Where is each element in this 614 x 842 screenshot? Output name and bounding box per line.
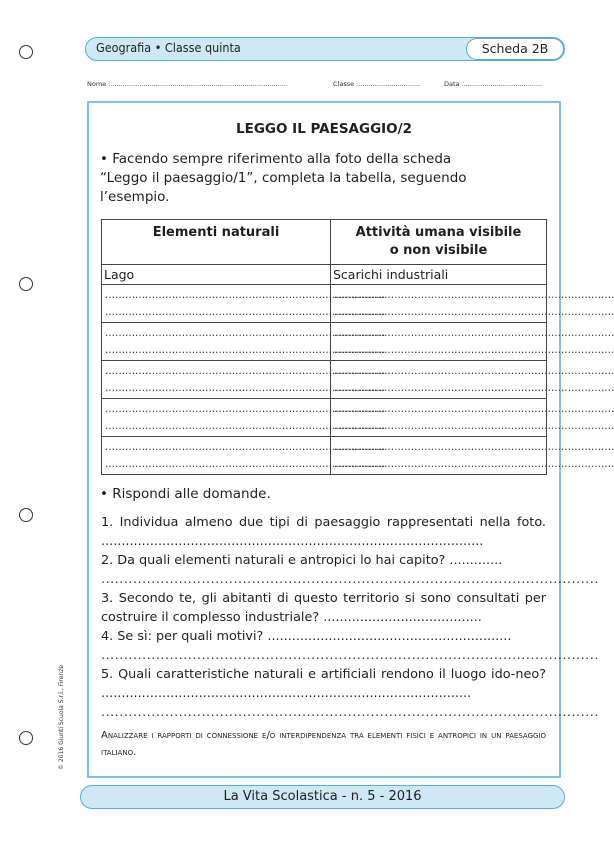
- student-info-row: [87, 80, 561, 90]
- punch-hole: [19, 277, 33, 291]
- table-cell-blank[interactable]: .................................................................................... ....................................................................................: [331, 361, 547, 399]
- punch-hole: [19, 731, 33, 745]
- table-cell-blank[interactable]: .................................................................................... ....................................................................................: [102, 323, 331, 361]
- answer-line[interactable]: .............................................................................................................: [101, 572, 599, 587]
- name-field[interactable]: Nome .......................................................................................: [87, 80, 288, 88]
- question-4: 4. Se sì: per quali motivi? ............................................................: [101, 629, 512, 644]
- learning-objective: Analizzare i rapporti di connessione e/o interdipendenza tra elementi fisici e antropici in un paesaggio italiano.: [101, 730, 546, 758]
- table-cell-blank[interactable]: .................................................................................... ....................................................................................: [331, 437, 547, 475]
- header-title: Geografia • Classe quinta: [96, 40, 241, 55]
- column-header-human-activity: Attività umana visibile o non visibile: [331, 220, 547, 265]
- instruction-line: • Facendo sempre riferimento alla foto della scheda: [100, 151, 452, 167]
- table-cell-blank[interactable]: .................................................................................... ....................................................................................: [331, 323, 547, 361]
- landscape-table: [101, 219, 614, 475]
- table-cell: Lago: [102, 265, 331, 285]
- table-cell-blank[interactable]: .................................................................................... ....................................................................................: [102, 361, 331, 399]
- question-1: 1. Individua almeno due tipi di paesaggio rappresentati nella foto. ..............................................................................................: [101, 515, 546, 549]
- question-5: 5. Quali caratteristiche naturali e artificiali rendono il luogo ido-neo? ...........................................................................................: [101, 667, 546, 701]
- footer-bar: La Vita Scolastica - n. 5 - 2016: [80, 785, 565, 809]
- table-cell-blank[interactable]: .................................................................................... ....................................................................................: [331, 399, 547, 437]
- questions-block: [101, 513, 599, 722]
- question-2: 2. Da quali elementi naturali e antropici lo hai capito? .............: [101, 553, 503, 568]
- table-row: [102, 437, 547, 475]
- table-row-example: [102, 265, 547, 285]
- instruction-line: l’esempio.: [100, 189, 170, 205]
- table-header-row: [102, 220, 547, 265]
- table-row: [102, 361, 547, 399]
- page-title: LEGGO IL PAESAGGIO/2: [236, 121, 412, 137]
- table-row: [102, 285, 547, 323]
- date-field[interactable]: Data .......................................: [444, 80, 543, 88]
- table-cell: Scarichi industriali: [331, 265, 547, 285]
- instruction-line: “Leggo il paesaggio/1”, completa la tabella, seguendo: [100, 170, 467, 186]
- instruction: [100, 150, 540, 207]
- column-header-natural: Elementi naturali: [102, 220, 331, 265]
- question-3: 3. Secondo te, gli abitanti di questo territorio si sono consultati per costruire il complesso industriale? .......................................: [101, 591, 546, 625]
- copyright-notice: © 2016 Giunti Scuola S.r.l., Firenze: [58, 664, 65, 770]
- scheda-label: Scheda 2B: [466, 38, 564, 60]
- table-row: [102, 399, 547, 437]
- table-row: [102, 323, 547, 361]
- answer-line[interactable]: .............................................................................................................: [101, 648, 599, 663]
- class-field[interactable]: Classe ...............................: [333, 80, 421, 88]
- table-cell-blank[interactable]: .................................................................................... ....................................................................................: [102, 399, 331, 437]
- table-cell-blank[interactable]: .................................................................................... ....................................................................................: [102, 285, 331, 323]
- table-cell-blank[interactable]: .................................................................................... ....................................................................................: [102, 437, 331, 475]
- punch-hole: [19, 508, 33, 522]
- punch-hole: [19, 45, 33, 59]
- table-cell-blank[interactable]: .................................................................................... ....................................................................................: [331, 285, 547, 323]
- section-heading: • Rispondi alle domande.: [100, 486, 271, 502]
- answer-line[interactable]: .............................................................................................................: [101, 705, 599, 720]
